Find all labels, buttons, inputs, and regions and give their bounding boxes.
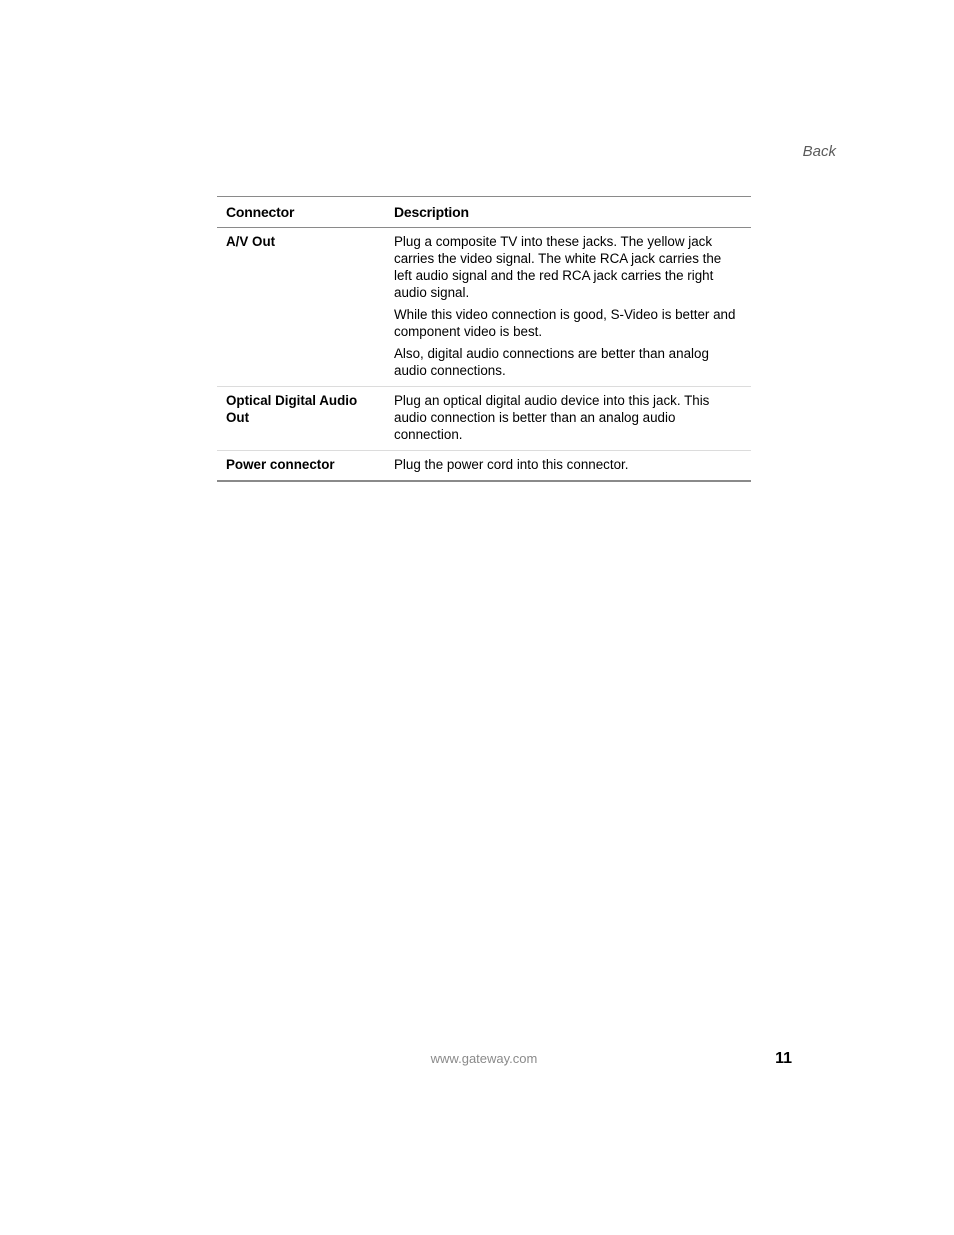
table-row <box>217 228 751 387</box>
description-paragraph: While this video connection is good, S-Video is better and component video is best. <box>394 307 736 339</box>
column-header-description: Description <box>385 197 751 228</box>
connector-name: A/V Out <box>217 228 385 387</box>
description-paragraph: Plug the power cord into this connector. <box>394 457 629 472</box>
description-paragraph: Also, digital audio connections are better than analog audio connections. <box>394 346 709 378</box>
table-row <box>217 387 751 451</box>
connector-description <box>385 451 751 482</box>
connector-description <box>385 387 751 451</box>
table-row <box>217 451 751 482</box>
description-paragraph: Plug a composite TV into these jacks. The yellow jack carries the video signal. The white RCA jack carries the left audio signal and the red RCA jack carries the right audio signal. <box>394 234 722 300</box>
connector-table <box>217 196 751 482</box>
footer-url[interactable]: www.gateway.com <box>430 1051 538 1066</box>
table-header-row <box>217 197 751 228</box>
connector-name: Optical Digital Audio Out <box>217 387 385 451</box>
connector-description <box>385 228 751 387</box>
description-paragraph: Plug an optical digital audio device into this jack. This audio connection is better than an analog audio connection. <box>394 393 710 442</box>
page-number: 11 <box>775 1050 792 1067</box>
connector-name: Power connector <box>226 457 335 472</box>
column-header-connector: Connector <box>217 197 385 228</box>
back-link[interactable]: Back <box>802 143 836 160</box>
